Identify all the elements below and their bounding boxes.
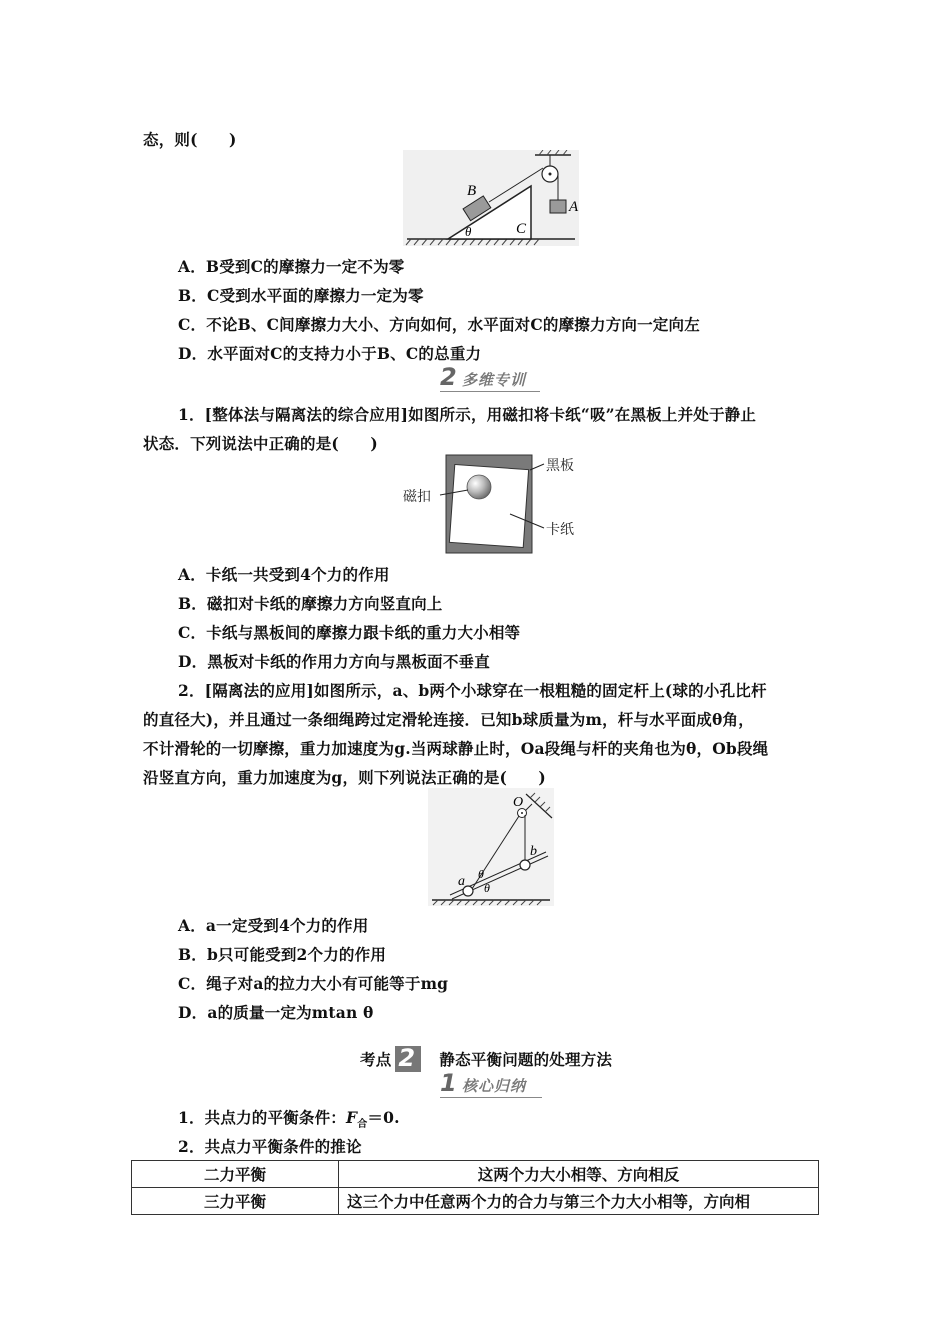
q1-stem-line1: 1．[整体法与隔离法的综合应用]如图所示，用磁扣将卡纸“吸”在黑板上并处于静止 (178, 405, 757, 424)
point-2: 2．共点力平衡条件的推论 (178, 1137, 362, 1156)
kaodian-title: 静态平衡问题的处理方法 (439, 1050, 613, 1069)
q2-option-b: B．b只可能受到2个力的作用 (178, 945, 387, 964)
table-cell-name: 三力平衡 (132, 1188, 339, 1215)
badge-text: 多维专训 (462, 371, 527, 389)
badge-number: 2 (440, 363, 457, 391)
rod-balls-figure (428, 788, 554, 906)
label-o: O (513, 795, 524, 810)
force-subscript: 合 (357, 1119, 368, 1130)
kaodian-prefix: 考点 (360, 1050, 392, 1069)
table-cell-name: 二力平衡 (132, 1161, 339, 1188)
magnet-ball-icon (467, 475, 491, 499)
equilibrium-table (131, 1160, 819, 1215)
q1-option-b: B．磁扣对卡纸的摩擦力方向竖直向上 (178, 594, 443, 613)
label-b: B (467, 183, 477, 199)
q2-option-d: D．a的质量一定为mtan θ (178, 1003, 374, 1022)
q0-option-c: C．不论B、C间摩擦力大小、方向如何，水平面对C的摩擦力方向一定向左 (178, 315, 700, 334)
section-badge-multi-training (440, 363, 540, 392)
label-magnet: 磁扣 (403, 489, 431, 505)
badge-number: 1 (440, 1069, 457, 1097)
q2-stem-line4: 沿竖直方向，重力加速度为g，则下列说法正确的是( ) (143, 768, 546, 787)
section-badge-core-summary (440, 1069, 542, 1098)
badge-text: 核心归纳 (462, 1077, 527, 1095)
q1-option-d: D．黑板对卡纸的作用力方向与黑板面不垂直 (178, 652, 490, 671)
q2-option-a: A．a一定受到4个力的作用 (178, 916, 369, 935)
label-a-ball: a (458, 874, 465, 889)
label-blackboard: 黑板 (546, 458, 574, 474)
table-row (132, 1161, 819, 1188)
kaodian-number-badge: 2 (395, 1046, 421, 1072)
label-theta: θ (465, 224, 472, 239)
label-c: C (516, 221, 527, 237)
q1-option-c: C．卡纸与黑板间的摩擦力跟卡纸的重力大小相等 (178, 623, 521, 642)
incline-pulley-figure (403, 150, 579, 246)
q0-option-a: A．B受到C的摩擦力一定不为零 (178, 257, 405, 276)
q0-option-d: D．水平面对C的支持力小于B、C的总重力 (178, 344, 482, 363)
q1-option-a: A．卡纸一共受到4个力的作用 (178, 565, 390, 584)
label-card: 卡纸 (546, 522, 574, 538)
q2-stem-line3: 不计滑轮的一切摩擦，重力加速度为g.当两球静止时，Oa段绳与杆的夹角也为θ，Ob段绳 (143, 739, 769, 758)
intro-tail: 态，则( ) (143, 130, 237, 149)
q2-stem-line1: 2．[隔离法的应用]如图所示，a、b两个小球穿在一根粗糙的固定杆上(球的小孔比杆 (178, 681, 767, 700)
kaodian-heading (360, 1046, 612, 1072)
label-theta-2: θ (484, 881, 490, 895)
table-row (132, 1188, 819, 1215)
label-b-ball: b (530, 844, 537, 859)
label-a: A (569, 199, 579, 215)
label-theta-1: θ (478, 867, 484, 881)
blackboard-figure (400, 452, 590, 556)
q2-option-c: C．绳子对a的拉力大小有可能等于mg (178, 974, 449, 993)
force-symbol: F (346, 1108, 358, 1127)
table-cell-desc: 这三个力中任意两个力的合力与第三个力大小相等，方向相 (339, 1188, 819, 1215)
q0-option-b: B．C受到水平面的摩擦力一定为零 (178, 286, 424, 305)
point-1: 1．共点力的平衡条件：$F_合=0$. (178, 1108, 400, 1130)
table-cell-desc: 这两个力大小相等、方向相反 (339, 1161, 819, 1188)
q2-stem-line2: 的直径大)，并且通过一条细绳跨过定滑轮连接．已知b球质量为m，杆与水平面成θ角， (143, 710, 754, 729)
q1-stem-line2: 状态．下列说法中正确的是( ) (143, 434, 378, 453)
